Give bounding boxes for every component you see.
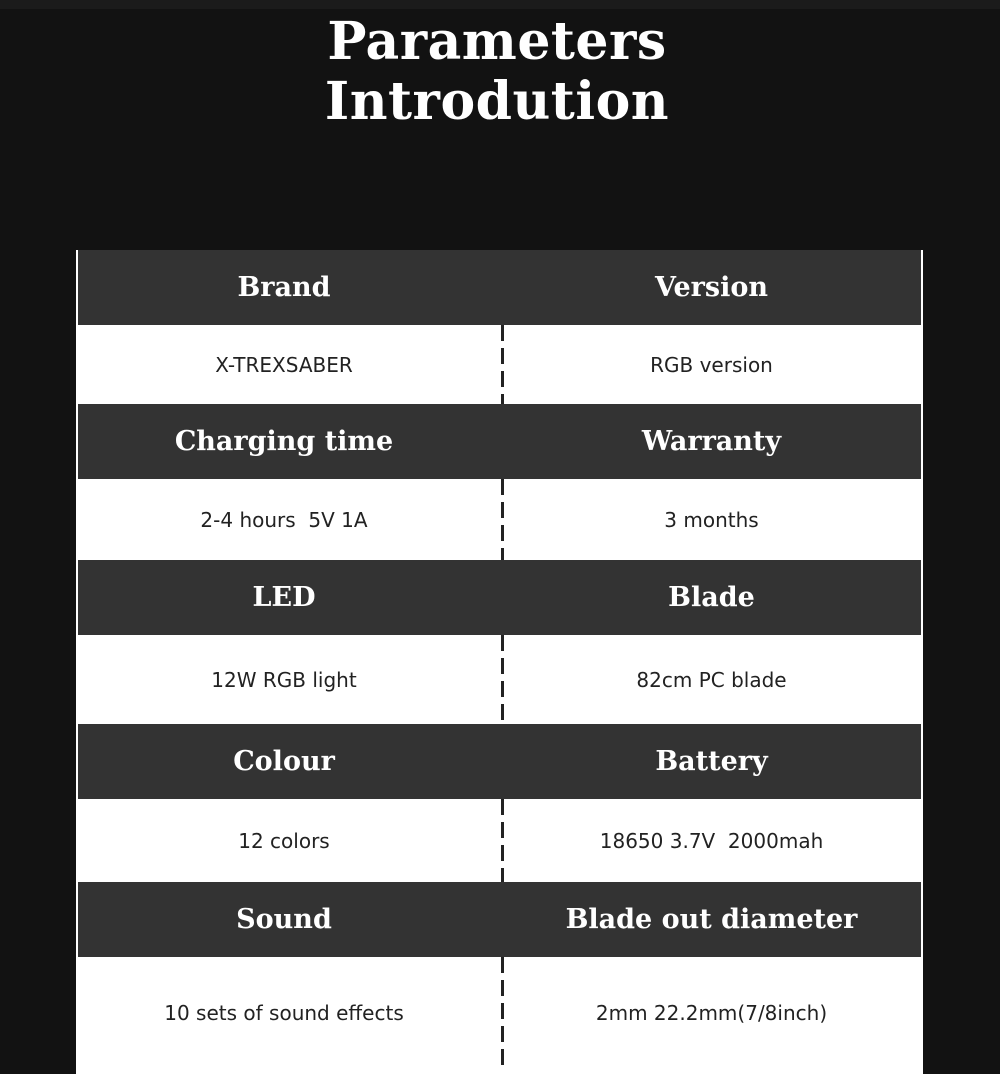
- value-cell-charging-time: 2-4 hours 5V 1A: [200, 507, 368, 532]
- table-header-row: [78, 560, 921, 635]
- value-cell-led: 12W RGB light: [211, 667, 357, 692]
- parameters-table: [76, 250, 923, 1074]
- value-cell-battery: 18650 3.7V 2000mah: [599, 828, 824, 853]
- header-cell-version: Version: [655, 272, 768, 303]
- table-value-row: [78, 957, 921, 1069]
- table-header-row: [78, 404, 921, 479]
- header-cell-charging-time: Charging time: [174, 426, 394, 457]
- top-strip: [0, 0, 1000, 9]
- value-cell-version: RGB version: [650, 352, 773, 377]
- table-header-row: [78, 724, 921, 799]
- table-value-row: [78, 479, 921, 560]
- header-cell-sound: Sound: [236, 904, 332, 935]
- header-cell-blade-out-diameter: Blade out diameter: [565, 904, 858, 935]
- table-header-row: [78, 882, 921, 957]
- header-cell-led: LED: [252, 582, 316, 613]
- header-cell-battery: Battery: [655, 746, 768, 777]
- header-cell-blade: Blade: [668, 582, 755, 613]
- page-title-line-2: Introdution: [324, 71, 670, 132]
- header-cell-warranty: Warranty: [641, 426, 782, 457]
- value-cell-blade: 82cm PC blade: [636, 667, 787, 692]
- table-value-row: [78, 325, 921, 404]
- table-header-row: [78, 250, 921, 325]
- page-title: [0, 12, 994, 132]
- table-value-row: [78, 799, 921, 882]
- value-cell-brand: X-TREXSABER: [215, 352, 353, 377]
- value-cell-blade-out-diameter: 2mm 22.2mm(7/8inch): [595, 1001, 828, 1025]
- table-value-row: [78, 635, 921, 724]
- header-cell-colour: Colour: [233, 746, 335, 777]
- page-title-line-1: Parameters: [327, 11, 667, 72]
- value-cell-colour: 12 colors: [238, 828, 330, 853]
- value-cell-warranty: 3 months: [664, 507, 759, 532]
- value-cell-sound: 10 sets of sound effects: [164, 1001, 404, 1025]
- header-cell-brand: Brand: [237, 272, 331, 303]
